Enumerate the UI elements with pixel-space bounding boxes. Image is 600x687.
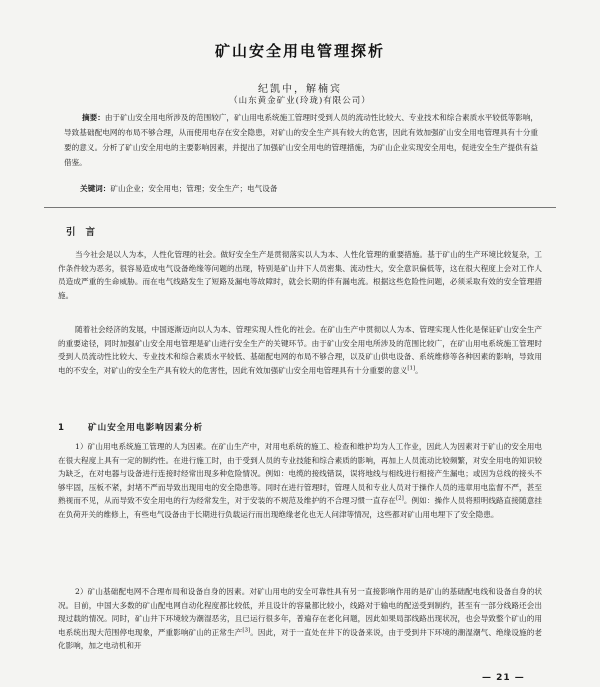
paragraph-text: 。例如：操作人员将照明线路直接随意挂在负荷开关的维修上，有些电气设备由于长期进行负载运行而出现绝缘老化也无人问津等情况，这些都对矿山用电埋下了安全隐患。: [58, 496, 543, 519]
paragraph-text: 2）矿山基础配电网不合理布局和设备自身的因素。对矿山用电的安全可靠性具有另一直接影响作用的是矿山的基础配电线和设备自身的状况。目前，中国大多数的矿山配电网自动化程度都比较低，并且设计的容量都比较小，线路对于输电的配送受到制约，甚至有一部分线路还会出现过载的情况。同时，矿山井下环境较为潮湿恶劣，且已运行很多年，普遍存在老化问题，因此如果局部线路出现状况，也会导致整个矿山的用电系统出现大范围停电现象，严重影响矿山的正常生产: [58, 587, 542, 637]
intro-paragraph-1: 当今社会是以人为本，人性化管理的社会。做好安全生产是贯彻落实以人为本、人性化管理的重要措施。基于矿山的生产环境比较复杂，工作条件较为恶劣，很容易造成电气设备绝缘等问题的出现，特别是矿山井下人员密集、流动性大，安全意识偏低等，这在很大程度上会对工作人员造成严重的生命威胁。而在电气线路发生了短路及漏电等故障时，就会长期的伴有漏电流。根据这些危险性问题，必须采取有效的安全管理措施。: [58, 250, 542, 300]
section-heading: [58, 421, 203, 433]
section-number: 1: [58, 423, 65, 433]
keywords-label: 关键词：: [80, 184, 111, 193]
paragraph-text: 随着社会经济的发展，中国逐渐迈向以人为本、管理实现人性化的社会。在矿山生产中贯彻以人为本、管理实现人性化是保证矿山安全生产的重要途径，同时加强矿山安全用电管理是矿山进行安全生产的关键环节。由于矿山安全用电所涉及的范围比较广，在矿山用电系统施工管理时受到人员流动性比较大、专业技术和综合素质水平较低、基础配电网的布局不够合理，以及矿山供电设备、系统维修等各种因素的影响，导致用电的不安全，对矿山的安全生产具有较大的危害性，因此有效加强矿山安全用电管理具有十分重要的意义: [58, 325, 542, 375]
section-paragraph-2: [58, 585, 542, 653]
abstract-text: 由于矿山安全用电所涉及的范围较广，矿山用电系统施工管理时受到人员的流动性比较大、专业技术和综合素质水平较低等影响，导致基础配电网的布局不够合理，从而使用电存在安全隐患，对矿山的安全生产具有较大的危害，因此有效加强矿山安全用电管理具有十分重要的意义。分析了矿山安全用电的主要影响因素，并提出了加强矿山安全用电的管理措施，为矿山企业实现安全用电，促进安全生产提供有益借鉴。: [64, 113, 539, 167]
divider: [44, 207, 556, 208]
citation: [2]: [395, 495, 404, 502]
affiliation: （山东黄金矿业(玲珑)有限公司）: [229, 96, 371, 106]
section-title: 矿山安全用电影响因素分析: [88, 423, 204, 433]
section-paragraph-1: [58, 440, 542, 522]
keywords-text: 矿山企业；安全用电；管理；安全生产；电气设备: [110, 184, 278, 193]
page-number: — 21 —: [482, 673, 525, 683]
authors: 纪凯中，解楠宾: [258, 84, 342, 95]
paragraph-text: 。: [415, 365, 423, 375]
citation: [1]: [407, 365, 416, 372]
keywords: [80, 183, 540, 194]
abstract: [64, 110, 538, 170]
paragraph-text: 1）矿山用电系统施工管理的人为因素。在矿山生产中，对用电系统的施工、检查和维护均为人工作业，因此人为因素对于矿山的安全用电在很大程度上具有一定的制约性。在进行施工时，由于受到人员的专业技能和综合素质的影响，再加上人员流动比较频繁，对安全用电的知识较为缺乏，在对电器与设备进行连接时经常出现多种危险情况。例如：电缆的接线错误，误将地线与相线进行相接产生漏电；或因为总线的接头不够牢固，压板不紧，封堵不严而导致出现用电的安全隐患等。同时在进行管理时，管理人员和专业人员对于操作人员的违章用电监督不严，甚至熟视而不见，从而导致不安全用电的行为经常发生，对于安装的不规范及维护的不合理习惯一直存在: [58, 442, 542, 506]
paper-title: 矿山安全用电管理探析: [214, 42, 385, 60]
intro-paragraph-2: [58, 323, 542, 377]
paragraph-text: 。因此，对于一直处在井下的设备来说，由于受到井下环境的潮湿潮气、绝缘设施的老化影响，加之电动机和开: [58, 627, 543, 651]
intro-heading: 引言: [66, 227, 106, 238]
abstract-label: 摘要：: [82, 113, 105, 122]
citation: [3]: [242, 627, 251, 634]
